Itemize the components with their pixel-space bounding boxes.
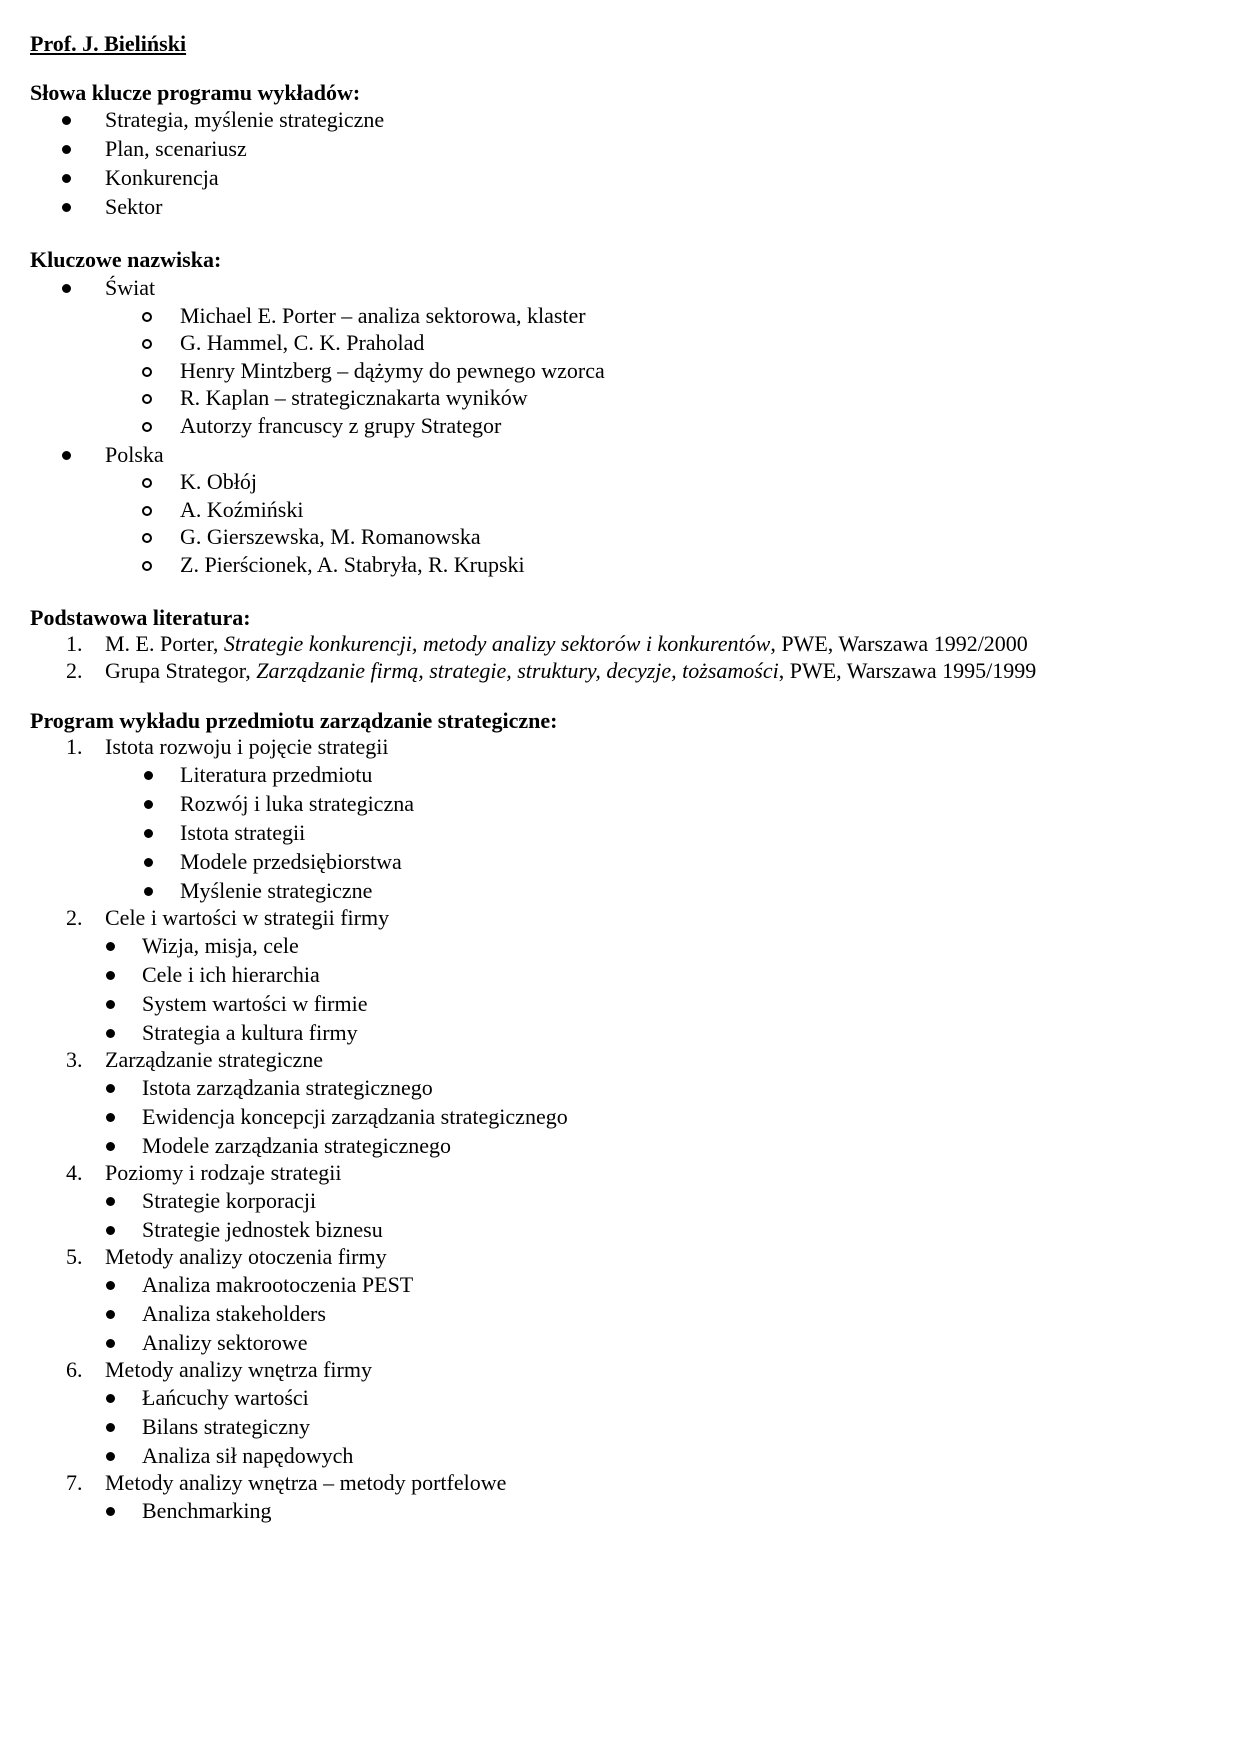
bullet-icon <box>144 762 154 788</box>
bullet-icon <box>62 165 72 191</box>
circle-bullet-icon <box>142 358 152 384</box>
program-heading: Program wykładu przedmiotu zarządzanie strategiczne: <box>30 708 558 733</box>
bullet-icon <box>62 107 72 133</box>
bullet-icon <box>62 442 72 468</box>
bullet-icon <box>144 878 154 904</box>
bullet-icon <box>106 1075 116 1101</box>
bullet-icon <box>106 1272 116 1298</box>
bullet-icon <box>106 991 116 1017</box>
bullet-icon <box>106 1020 116 1046</box>
bullet-icon <box>106 1188 116 1214</box>
bullet-icon <box>144 849 154 875</box>
circle-bullet-icon <box>142 552 152 578</box>
bullet-icon <box>106 1385 116 1411</box>
bullet-icon <box>106 1217 116 1243</box>
keywords-heading: Słowa klucze programu wykładów: <box>30 80 361 105</box>
literature-heading: Podstawowa literatura: <box>30 605 251 630</box>
bullet-icon <box>106 1443 116 1469</box>
bullet-icon <box>62 275 72 301</box>
bullet-icon <box>106 933 116 959</box>
circle-bullet-icon <box>142 385 152 411</box>
bullet-icon <box>106 962 116 988</box>
bullet-icon <box>144 791 154 817</box>
bullet-icon <box>106 1330 116 1356</box>
circle-bullet-icon <box>142 303 152 329</box>
circle-bullet-icon <box>142 330 152 356</box>
bullet-icon <box>62 136 72 162</box>
bullet-icon <box>106 1498 116 1524</box>
bullet-icon <box>144 820 154 846</box>
bullet-icon <box>106 1414 116 1440</box>
author-line: Prof. J. Bieliński <box>30 31 187 56</box>
circle-bullet-icon <box>142 469 152 495</box>
circle-bullet-icon <box>142 497 152 523</box>
bullet-icon <box>62 194 72 220</box>
circle-bullet-icon <box>142 413 152 439</box>
document-page: Prof. J. Bieliński Słowa klucze programu wykładów: Strategia, myślenie strategiczne Plan, scenariusz Konkurencja Sektor Kluczowe nazwiska: Świat Michael E. Porter – analiza sektorowa, klaster G. Hammel, C. K. Praholad Henry Mintzberg – dążymy do pewnego wzorca R. Kaplan – strategicznakarta wyników Autorzy francuscy z grupy Strategor Polska K. Obłój A. Koźmiński G. Gierszewska, M. Romanowska Z. Pierścionek, A. Stabryła, R. Krupski Podstawowa literatura: 1. M. E. Porter, Strategie konkurencji, metody analizy sektorów i konkurentów, PWE, Warszawa 1992/2000 2. Grupa Strategor, Zarządzanie firmą, strategie, struktury, decyzje, tożsamości, PWE, Warszawa 1995/1999 Program wykładu przedmiotu zarządzanie strategiczne: 1. Istota rozwoju i pojęcie strategii Literatura przedmiotu Rozwój i luka strategiczna Istota strategii Modele przedsiębiorstwa Myślenie strategiczne 2. Cele i wartości w strategii firmy Wizja, misja, cele Cele i ich hierarchia System wartości w firmie Strategia a kultura firmy 3. Zarządzanie strategiczne Istota zarządzania strategicznego Ewidencja koncepcji zarządzania strategicznego Modele zarządzania strategicznego 4. Poziomy i rodzaje strategii Strategie korporacji Strategie jednostek biznesu 5. Metody analizy otoczenia firmy Analiza makrootoczenia PEST Analiza stakeholders Analizy sektorowe 6. Metody analizy wnętrza firmy Łańcuchy wartości Bilans strategiczny Analiza sił napędowych 7. Metody analizy wnętrza – metody portfelowe Benchmarking <box>30 31 1037 1523</box>
names-heading: Kluczowe nazwiska: <box>30 247 222 272</box>
circle-bullet-icon <box>142 524 152 550</box>
bullet-icon <box>106 1133 116 1159</box>
bullet-icon <box>106 1301 116 1327</box>
bullet-icon <box>106 1104 116 1130</box>
